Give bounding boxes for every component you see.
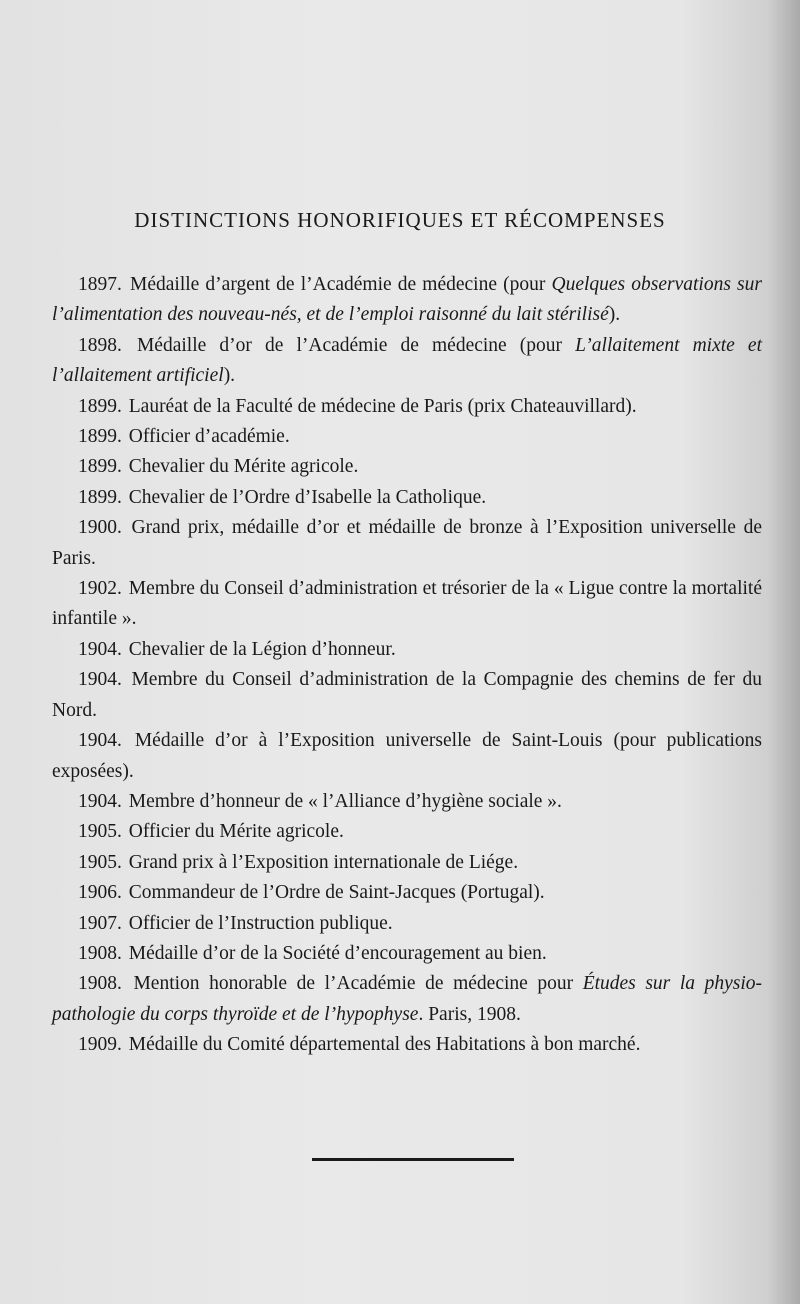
entry-year: 1909. bbox=[78, 1034, 122, 1056]
entry-text: Médaille d’argent de l’Académie de médecine (pour bbox=[123, 274, 552, 295]
entry-year: 1906. bbox=[78, 882, 122, 904]
entry-year: 1904. bbox=[78, 730, 122, 752]
entry-year: 1898. bbox=[78, 334, 122, 356]
award-entry bbox=[52, 392, 762, 422]
entry-year: 1904. bbox=[78, 669, 122, 691]
award-entry bbox=[52, 909, 762, 939]
entry-year: 1907. bbox=[78, 912, 122, 934]
award-entry bbox=[52, 939, 762, 969]
award-entry bbox=[52, 878, 762, 908]
entry-text-after: ). bbox=[223, 365, 236, 387]
entry-text: Officier d’académie. bbox=[123, 426, 290, 448]
entry-year: 1908. bbox=[78, 973, 122, 995]
award-entry bbox=[52, 422, 762, 452]
award-entry bbox=[52, 483, 762, 513]
award-entry bbox=[52, 635, 762, 665]
entry-year: 1904. bbox=[78, 790, 122, 812]
entry-year: 1899. bbox=[78, 395, 122, 417]
entry-year: 1902. bbox=[78, 578, 122, 600]
award-entry bbox=[52, 1030, 762, 1060]
award-entry bbox=[52, 513, 762, 574]
entry-title-italic: Études sur la physio-pathologie du corps thyroïde et de l’hypophyse bbox=[52, 973, 762, 1025]
entry-title-italic: L’allaitement mixte et l’allaitement artificiel bbox=[52, 334, 762, 387]
entry-text: Officier de l’Instruction publique. bbox=[123, 912, 393, 934]
award-entry bbox=[52, 787, 762, 817]
end-rule bbox=[312, 1158, 514, 1161]
entry-text: Officier du Mérite agricole. bbox=[123, 821, 344, 843]
entry-year: 1899. bbox=[78, 456, 122, 478]
entry-year: 1897. bbox=[78, 274, 122, 295]
entry-text: Médaille d’or de l’Académie de médecine (pour bbox=[123, 334, 576, 356]
entry-text: Médaille d’or à l’Exposition universelle de Saint-Louis (pour publications exposées). bbox=[52, 730, 762, 782]
award-entry bbox=[52, 452, 762, 482]
award-entry bbox=[52, 726, 762, 787]
entry-text: Chevalier du Mérite agricole. bbox=[123, 456, 359, 478]
entry-text: Médaille du Comité départemental des Habitations à bon marché. bbox=[123, 1034, 641, 1056]
award-entry bbox=[52, 331, 762, 392]
award-entry bbox=[52, 848, 762, 878]
section-title: DISTINCTIONS HONORIFIQUES ET RÉCOMPENSES bbox=[134, 208, 666, 232]
entry-text: Médaille d’or de la Société d’encouragement au bien. bbox=[123, 942, 547, 964]
entry-text: Membre du Conseil d’administration et trésorier de la « Ligue contre la mortalité infantile ». bbox=[52, 578, 762, 630]
entry-text: Chevalier de la Légion d’honneur. bbox=[123, 638, 396, 660]
entry-year: 1899. bbox=[78, 426, 122, 448]
entry-text: Grand prix à l’Exposition internationale de Liége. bbox=[123, 851, 519, 873]
award-entry bbox=[52, 969, 762, 1030]
entry-text: Chevalier de l’Ordre d’Isabelle la Catholique. bbox=[123, 486, 487, 508]
entry-text: Lauréat de la Faculté de médecine de Paris (prix Chateauvillard). bbox=[123, 395, 637, 417]
entry-year: 1900. bbox=[78, 517, 122, 539]
entry-text: Membre d’honneur de « l’Alliance d’hygiène sociale ». bbox=[123, 790, 562, 812]
entry-year: 1905. bbox=[78, 851, 122, 873]
entry-year: 1905. bbox=[78, 821, 122, 843]
award-entry bbox=[52, 665, 762, 726]
award-entry bbox=[52, 817, 762, 847]
award-entry bbox=[52, 574, 762, 635]
award-entry bbox=[52, 270, 762, 331]
entry-text-after: ). bbox=[608, 304, 621, 326]
entry-year: 1908. bbox=[78, 942, 122, 964]
entry-title-italic: Quelques observations sur l’alimentation des nouveau-nés, et de l’emploi raisonné du lait stérilisé bbox=[52, 274, 762, 326]
entry-text: Commandeur de l’Ordre de Saint-Jacques (Portugal). bbox=[123, 882, 545, 904]
entry-text-after: . Paris, 1908. bbox=[418, 1003, 521, 1025]
entry-text: Mention honorable de l’Académie de médecine pour bbox=[123, 973, 583, 995]
entry-year: 1904. bbox=[78, 638, 122, 660]
awards-list bbox=[52, 270, 762, 1061]
entry-year: 1899. bbox=[78, 486, 122, 508]
entry-text: Membre du Conseil d’administration de la Compagnie des chemins de fer du Nord. bbox=[52, 669, 762, 721]
entry-text: Grand prix, médaille d’or et médaille de bronze à l’Exposition universelle de Paris. bbox=[52, 517, 762, 569]
